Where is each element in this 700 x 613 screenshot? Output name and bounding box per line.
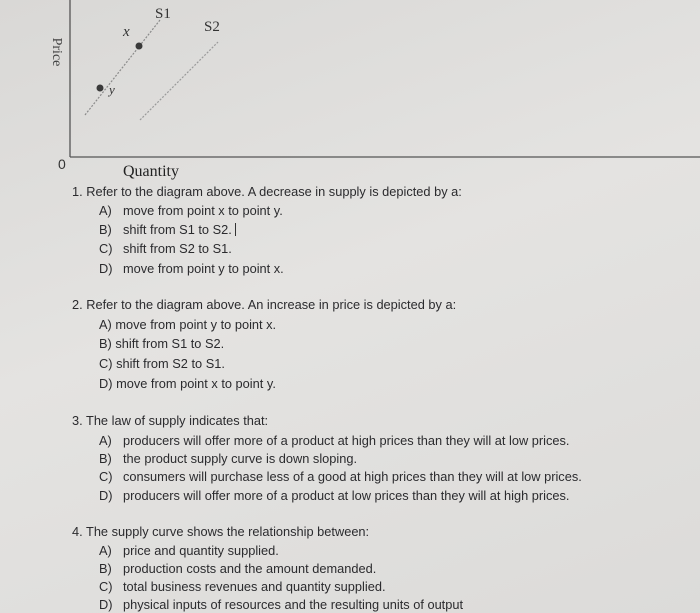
option-letter: B) [99, 222, 112, 237]
option-letter: C) [99, 241, 113, 256]
option-letter: B) [99, 561, 112, 576]
option-letter: D) [99, 376, 113, 391]
option-text: shift from S2 to S1. [123, 241, 232, 256]
option-letter: B) [99, 451, 112, 466]
option-letter: A) [99, 317, 112, 332]
question-1-stem: 1. Refer to the diagram above. A decrease in supply is depicted by a: [72, 184, 462, 199]
question-3-option-a[interactable] [99, 433, 569, 448]
supply-diagram [0, 0, 700, 170]
option-text: move from point x to point y. [116, 376, 276, 391]
option-letter: A) [99, 543, 112, 558]
question-1-option-d[interactable] [99, 261, 284, 276]
question-4-option-d[interactable] [99, 597, 463, 612]
option-text: move from point x to point y. [123, 203, 283, 218]
text-cursor [235, 223, 236, 236]
question-1-option-b[interactable] [99, 222, 236, 237]
question-2-option-a[interactable] [99, 317, 276, 332]
option-text: move from point y to point x. [115, 317, 277, 332]
option-letter: D) [99, 261, 113, 276]
x-axis-label: Quantity [123, 163, 179, 180]
option-text: shift from S2 to S1. [116, 356, 225, 371]
question-3-stem: 3. The law of supply indicates that: [72, 413, 269, 428]
question-3-option-c[interactable] [99, 469, 582, 484]
option-text: total business revenues and quantity supplied. [123, 579, 386, 594]
option-text: physical inputs of resources and the resulting units of output [123, 597, 464, 612]
question-4-option-a[interactable] [99, 543, 279, 558]
origin-label: 0 [58, 156, 66, 172]
question-2-option-b[interactable] [99, 336, 224, 351]
option-letter: A) [99, 203, 112, 218]
question-2-option-d[interactable] [99, 376, 276, 391]
s2-label [204, 19, 220, 36]
question-4-stem: 4. The supply curve shows the relationship between: [72, 524, 370, 539]
question-2-stem: 2. Refer to the diagram above. An increase in price is depicted by a: [72, 297, 457, 312]
s1-label-text: S1 [155, 6, 171, 22]
option-text: producers will offer more of a product at low prices than they will at high prices. [123, 488, 570, 503]
question-3-option-d[interactable] [99, 488, 569, 503]
question-4-option-c[interactable] [99, 579, 386, 594]
option-letter: C) [99, 356, 113, 371]
question-4-option-b[interactable] [99, 561, 376, 576]
option-letter: A) [99, 433, 112, 448]
option-letter: C) [99, 579, 113, 594]
option-letter: D) [99, 488, 113, 503]
option-text: move from point y to point x. [123, 261, 284, 276]
y-axis-label: Price [49, 37, 64, 67]
option-text: shift from S1 to S2. [123, 222, 232, 237]
option-text: producers will offer more of a product at high prices than they will at low prices. [123, 433, 570, 448]
question-3-option-b[interactable] [99, 451, 357, 466]
s2-label-text: S2 [204, 19, 220, 35]
option-letter: B) [99, 336, 112, 351]
supply-curve-s2 [140, 42, 218, 120]
question-1-option-c[interactable] [99, 241, 232, 256]
option-text: price and quantity supplied. [123, 543, 279, 558]
point-x-marker [136, 43, 143, 50]
point-y-marker [97, 85, 104, 92]
question-2-option-c[interactable] [99, 356, 225, 371]
point-x-label: x [123, 24, 130, 40]
option-text: production costs and the amount demanded. [123, 561, 377, 576]
option-text: consumers will purchase less of a good at high prices than they will at low prices. [123, 469, 582, 484]
s1-label [155, 6, 171, 23]
option-letter: D) [99, 597, 113, 612]
option-text: shift from S1 to S2. [115, 336, 225, 351]
option-letter: C) [99, 469, 113, 484]
option-text: the product supply curve is down sloping. [123, 451, 358, 466]
point-y-label: y [109, 82, 115, 97]
question-1-option-a[interactable] [99, 203, 283, 218]
